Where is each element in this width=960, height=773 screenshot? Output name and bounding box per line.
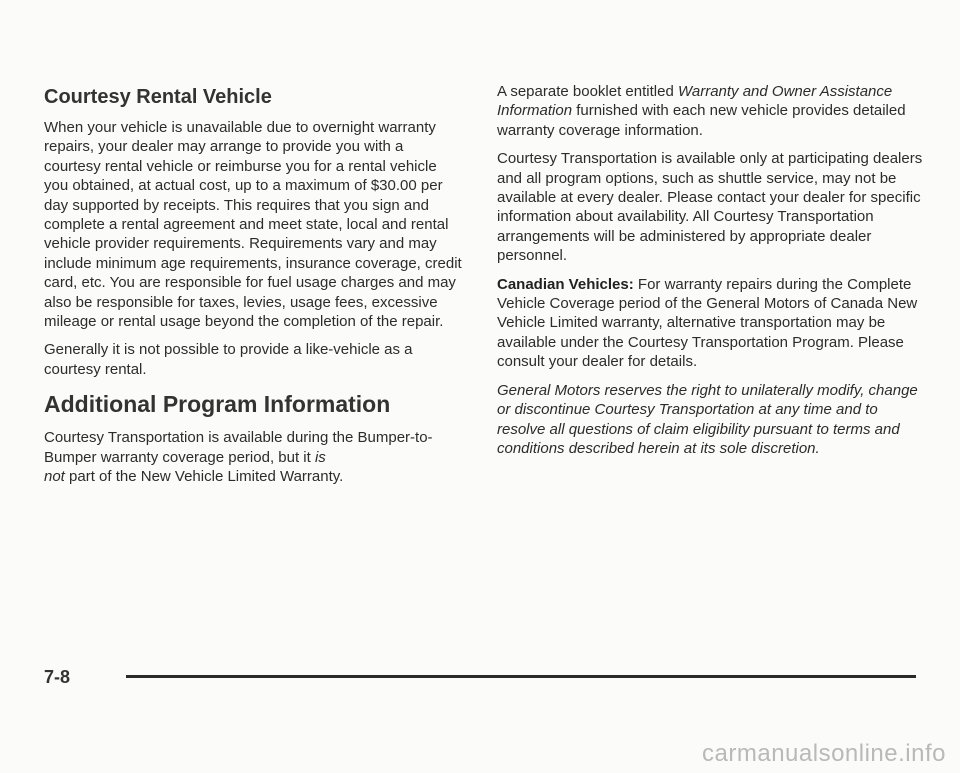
paragraph-canadian-vehicles: [497, 275, 927, 372]
program-coverage-text-a: Courtesy Transportation is available during the Bumper-to-Bumper warranty coverage period, but it: [44, 429, 433, 466]
left-column: [44, 82, 464, 496]
paragraph-warranty-booklet: [497, 82, 927, 140]
program-coverage-is: is: [314, 448, 326, 466]
booklet-text-b: furnished with each new vehicle provides detailed warranty coverage information.: [497, 102, 906, 139]
program-coverage-text-b: part of the New Vehicle Limited Warranty.: [64, 468, 344, 486]
paragraph-participating-dealers: Courtesy Transportation is available only at participating dealers and all program options, such as shuttle service, may not be available at every dealer. Please contact your dealer for specific information about availability. All Courtesy Transportation arrangements will be administered by appropriate dealer personnel.: [497, 150, 923, 265]
program-coverage-not: not: [44, 468, 65, 486]
heading-additional-program-information: Additional Program Information: [44, 391, 391, 418]
heading-courtesy-rental-vehicle: Courtesy Rental Vehicle: [44, 86, 272, 108]
paragraph-program-coverage: [44, 428, 464, 486]
canadian-vehicles-text: For warranty repairs during the Complete Vehicle Coverage period of the General Motors of Canada New Vehicle Limited warranty, alternative transportation may be available under the Courtesy Transportation Program. Please consult your dealer for details.: [497, 275, 918, 371]
booklet-text-a: A separate booklet entitled: [497, 83, 678, 100]
paragraph-rental-details: When your vehicle is unavailable due to overnight warranty repairs, your dealer may arrange to provide you with a courtesy rental vehicle or reimburse you for a rental vehicle you obtained, at actual cost, up to a maximum of $30.00 per day supported by receipts. This requires that you sign and complete a rental agreement and meet state, local and rental vehicle provider requirements. Requirements vary and may include minimum age requirements, insurance coverage, credit card, etc. You are responsible for fuel usage charges and may also be responsible for taxes, levies, usage fees, excessive mileage or rental usage beyond the completion of the repair.: [44, 119, 462, 331]
booklet-title: Warranty and Owner Assistance Information: [497, 83, 893, 120]
footer-rule: [126, 675, 916, 678]
watermark: carmanualsonline.info: [702, 740, 946, 767]
page-number: 7-8: [44, 667, 71, 687]
paragraph-like-vehicle: Generally it is not possible to provide a like-vehicle as a courtesy rental.: [44, 341, 413, 378]
paragraph-gm-disclaimer: General Motors reserves the right to unilaterally modify, change or discontinue Courtesy Transportation at any time and to resolve all questions of claim eligibility pursuant to terms and conditions described herein at its sole discretion.: [497, 381, 918, 457]
right-column: [497, 82, 927, 467]
canadian-vehicles-label: Canadian Vehicles:: [497, 275, 634, 293]
